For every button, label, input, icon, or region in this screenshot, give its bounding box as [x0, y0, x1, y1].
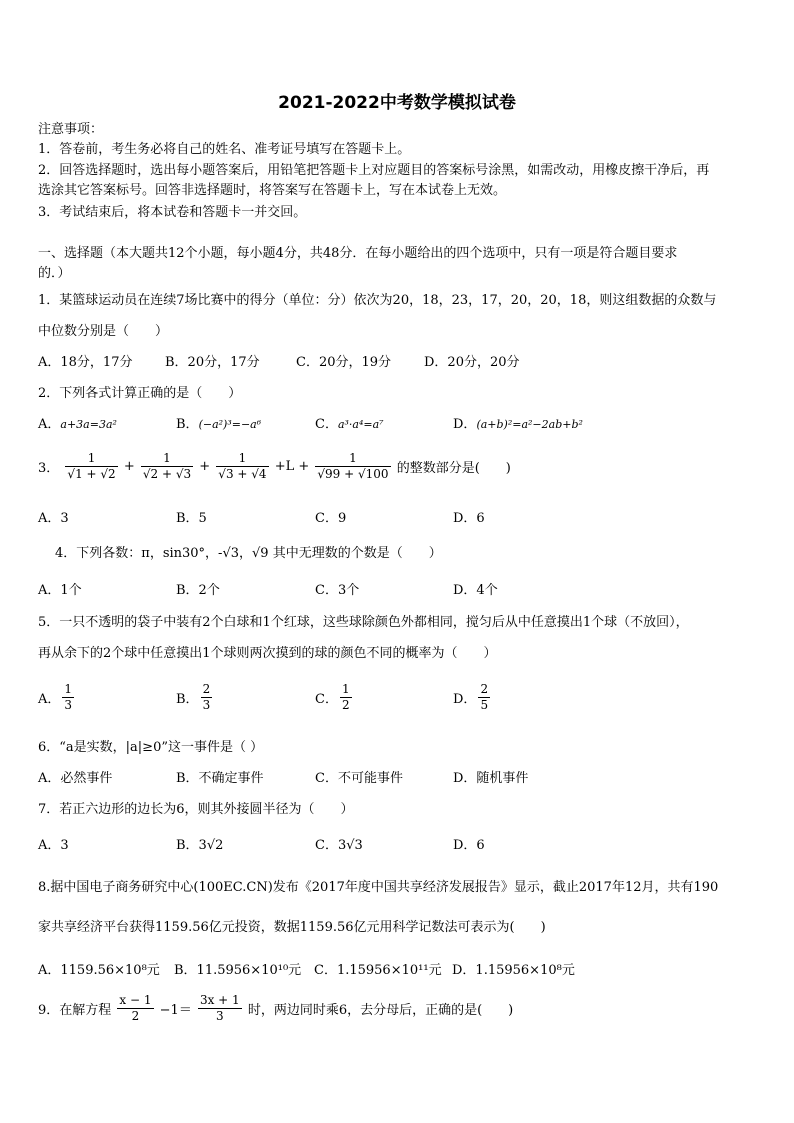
notice-item-3: 3．考试结束后，将本试卷和答题卡一并交回。: [38, 205, 307, 220]
q3-option-c: C．9: [315, 511, 347, 526]
q4-option-d: D．4个: [453, 583, 498, 598]
q3-fraction-2: $\frac{1}{√2 + √3}$: [142, 451, 192, 481]
q8-stem: 8.据中国电子商务研究中心(100EC.CN)发布《2017年度中国共享经济发展报告》显示，截止2017年12月，共有190: [38, 880, 719, 895]
q4-option-c: C．3个: [315, 583, 360, 598]
q7-option-c: C．3√3: [315, 838, 363, 853]
q1-stem-cont: 中位数分别是（ ）: [38, 324, 169, 339]
q2-option-b: B．(−a²)³=−a⁶: [176, 417, 262, 432]
notice-item-2-cont: 选涂其它答案标号。回答非选择题时，将答案写在答题卡上，写在本试卷上无效。: [38, 183, 507, 198]
q7-stem: 7．若正六边形的边长为6，则其外接圆半径为（ ）: [38, 802, 354, 817]
q7-option-a: A．3: [38, 838, 69, 853]
q6-option-d: D．随机事件: [453, 771, 529, 786]
q8-option-c: C．1.15956×10¹¹元: [314, 963, 442, 978]
notice-item-1: 1．答卷前，考生务必将自己的姓名、准考证号填写在答题卡上。: [38, 142, 411, 157]
q3-option-a: A．3: [38, 511, 69, 526]
q8-stem-cont: 家共享经济平台获得1159.56亿元投资，数据1159.56亿元用科学记数法可表示为( ): [38, 920, 546, 935]
notice-item-2: 2．回答选择题时，选出每小题答案后，用铅笔把答题卡上对应题目的答案标号涂黑，如需改动，用橡皮擦干净后，再: [38, 163, 710, 178]
notice-heading: 注意事项：: [38, 122, 104, 137]
q1-option-c: C．20分，19分: [296, 355, 392, 370]
q4-option-a: A．1个: [38, 583, 82, 598]
q1-option-a: A．18分，17分: [38, 355, 133, 370]
q1-option-d: D．20分，20分: [424, 355, 520, 370]
q3-option-b: B．5: [176, 511, 207, 526]
q1-option-b: B．20分，17分: [165, 355, 260, 370]
q3-fraction-3: $\frac{1}{√3 + √4}$: [218, 451, 267, 481]
q5-option-d: D． $\frac{2}{5}$: [453, 682, 489, 712]
section-heading-cont: 的．）: [38, 266, 71, 281]
q5-stem: 5．一只不透明的袋子中装有2个白球和1个红球，这些球除颜色外都相同，搅匀后从中任意摸出1个球（不放回），: [38, 615, 689, 630]
q5-option-c: C． $\frac{1}{2}$: [315, 682, 350, 712]
page-title: 2021-2022中考数学模拟试卷: [278, 93, 516, 113]
q1-stem: 1．某篮球运动员在连续7场比赛中的得分（单位：分）依次为20，18，23，17，20，20，18，则这组数据的众数与: [38, 293, 717, 308]
q3-fraction-1: $\frac{1}{√1 + √2}$: [67, 451, 116, 481]
q7-option-d: D．6: [453, 838, 485, 853]
q2-option-a: A．a+3a=3a²: [38, 417, 117, 432]
q9-fraction-right: $\frac{3x + 1}{3}$: [199, 993, 240, 1023]
q6-option-a: A．必然事件: [38, 771, 113, 786]
q4-stem: 4．下列各数：π，sin30°，-√3，√9 其中无理数的个数是（ ）: [55, 546, 442, 561]
q3-option-d: D．6: [453, 511, 485, 526]
q4-option-b: B．2个: [176, 583, 220, 598]
q6-option-b: B．不确定事件: [176, 771, 264, 786]
q3-fraction-4: $\frac{1}{√99 + √100}$: [317, 451, 389, 481]
q6-option-c: C．不可能事件: [315, 771, 403, 786]
q8-option-a: A．1159.56×10⁸元: [38, 963, 160, 978]
q9-stem: 9．在解方程 $\frac{x - 1}{2}$ −1＝ $\frac{3x + 1}{3}$ 时，两边同时乘6，去分母后，正确的是( ): [38, 993, 514, 1023]
q7-option-b: B．3√2: [176, 838, 224, 853]
q2-option-d: D．(a+b)²=a²−2ab+b²: [453, 417, 583, 432]
q5-option-a: A． $\frac{1}{3}$: [38, 682, 73, 712]
q5-stem-cont: 再从余下的2个球中任意摸出1个球则两次摸到的球的颜色不同的概率为（ ）: [38, 646, 497, 661]
section-heading: 一、选择题（本大题共12个小题，每小题4分，共48分．在每小题给出的四个选项中，只有一项是符合题目要求: [38, 246, 678, 261]
q6-stem: 6．“a是实数，|a|≥0”这一事件是（ ）: [38, 740, 264, 755]
q8-option-b: B．11.5956×10¹⁰元: [174, 963, 302, 978]
q9-fraction-left: $\frac{x - 1}{2}$: [119, 993, 152, 1023]
q5-option-b: B． $\frac{2}{3}$: [176, 682, 211, 712]
q2-stem: 2．下列各式计算正确的是（ ）: [38, 386, 242, 401]
q2-option-c: C．a³·a⁴=a⁷: [315, 417, 384, 432]
q8-option-d: D．1.15956×10⁸元: [452, 963, 575, 978]
q3-stem: 3． $\frac{1}{√1 + √2}$ + $\frac{1}{√2 + √3}$ + $\frac{1}{√3 + √4}$ +L + $\frac{1}{√99 + √100}$ 的整数部分是( ): [38, 451, 511, 481]
